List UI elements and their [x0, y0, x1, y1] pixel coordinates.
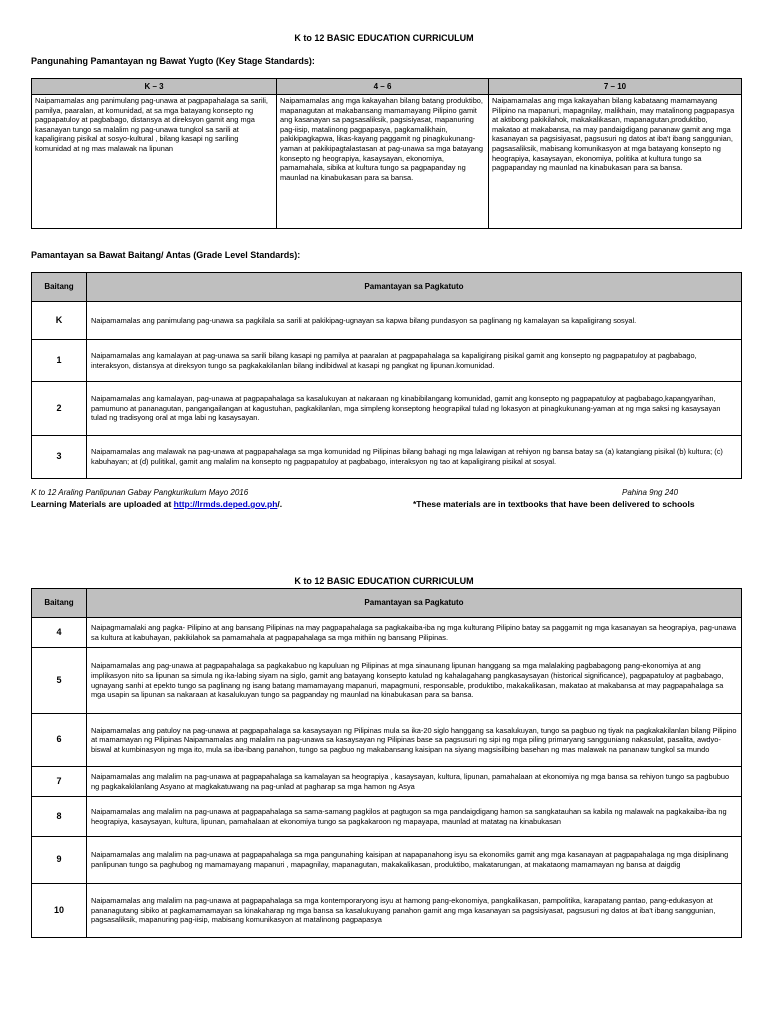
grade-label: 3: [32, 436, 87, 479]
lrmds-link[interactable]: http://lrmds.deped.gov.ph: [173, 499, 278, 509]
grade-label: 5: [32, 648, 87, 714]
table-row: [32, 436, 742, 479]
key-stage-header-7-10: 7 – 10: [489, 79, 742, 95]
grade-label: 4: [32, 618, 87, 648]
textbooks-note: *These materials are in textbooks that have been delivered to schools: [413, 499, 695, 509]
grade-level-heading: Pamantayan sa Bawat Baitang/ Antas (Grade Level Standards):: [31, 250, 301, 260]
key-stage-header-4-6: 4 – 6: [277, 79, 489, 95]
key-stage-cell-4-6: Naipamamalas ang mga kakayahan bilang batang produktibo, mapanagutan at makabansang mamamayang Pilipino gamit ang kasanayan sa pagsasaliksik, pagsisiyasat, mapanuring pag-iisip, matalinong pagpapasya, pagkamalikhain, pakikipagkapwa, likas-kayang paggamit ng pinagkukunang-yaman at pakikipagtalastasan at pag-unawa sa mga batayang konsepto ng heograpiya, kasaysayan, ekonomiya, pamamahala, sibika at kultura tungo sa pagpapanday ng maunlad na kinabukasan para sa bansa.: [277, 95, 489, 229]
grade-level-table-2: [31, 588, 742, 938]
grade-label: 7: [32, 767, 87, 797]
grade-label: K: [32, 302, 87, 340]
table-row: [32, 797, 742, 837]
header-baitang: Baitang: [32, 589, 87, 618]
grade-table-header-row: [32, 273, 742, 302]
header-baitang: Baitang: [32, 273, 87, 302]
table-row: [32, 340, 742, 382]
grade-standard-text: Naipamamalas ang patuloy na pag-unawa at pagpapahalaga sa kasaysayan ng Pilipinas mula sa ika-20 siglo hanggang sa kasalukuyan, tungo sa pagbuo ng tiyak na pagkakakilanlan bilang Pilipino at mamamayan ng Pilipinas Naipamamalas ang malalim na pag-unawa sa kasaysayan ng Pilipinas base sa pagsusuri ng sipi ng mga piling primaryang sangguniang nakasulat, pasalita, awdyo-biswal at kumbinasyon ng mga ito, mula sa iba-ibang panahon, tungo sa pagbuo ng makabansang kaisipan na siyang magsisilbing basehan ng mas malawak na pananaw tungkol sa mundo: [87, 714, 742, 767]
table-row: [32, 648, 742, 714]
header-pamantayan: Pamantayan sa Pagkatuto: [87, 589, 742, 618]
grade-standard-text: Naipamamalas ang panimulang pag-unawa sa pagkilala sa sarili at pakikipag-ugnayan sa kapwa bilang pundasyon sa paglinang ng kamalayan sa kapaligirang sosyal.: [87, 302, 742, 340]
grade-standard-text: Naipamamalas ang kamalayan at pag-unawa sa sarili bilang kasapi ng pamilya at paaralan at pagpapahalaga sa kapaligirang pisikal gamit ang konsepto ng pagpapatuloy at pagbabago, interaksyon, distansya at direksyon tungo sa pagkakakilanlan bilang indibidwal at kasapi ng pangkat ng lipunan.komunidad.: [87, 340, 742, 382]
learning-materials-note: [31, 499, 282, 509]
table-row: [32, 767, 742, 797]
grade-standard-text: Naipamamalas ang malawak na pag-unawa at pagpapahalaga sa mga komunidad ng Pilipinas bilang bahagi ng mga lalawigan at rehiyon ng bansa batay sa (a) katangiang pisikal (b) kultura; (c) kabuhayan; at (d) pulitikal, gamit ang malalim na konsepto ng pagpapatuloy at pagbabago, interaksyon ng tao at kapaligirang pisikal at sosyal.: [87, 436, 742, 479]
table-row: [32, 618, 742, 648]
table-row: [32, 302, 742, 340]
grade-label: 9: [32, 837, 87, 884]
key-stage-cell-7-10: Naipamamalas ang mga kakayahan bilang kabataang mamamayang Pilipino na mapanuri, mapagnilay, malikhain, may matalinong pagpapasya at aktibong pakikilahok, makakalikasan, mapanagutan,produktibo, makatao at makabansa, na may pandaigdigang pananaw gamit ang mga kasanayan sa pagsisiyasat, pagsusuri ng datos at iba't ibang sanggunian, pagsasaliksik, mabisang komunikasyon at mga batayang konsepto ng heograpiya, kasaysayan, ekonomiya, politika at kultura tungo sa pagpapanday ng maunlad na kinabukasan para sa bansa.: [489, 95, 742, 229]
table-row: [32, 837, 742, 884]
grade-label: 1: [32, 340, 87, 382]
table-row: [32, 714, 742, 767]
grade-label: 6: [32, 714, 87, 767]
key-stage-table: [31, 78, 742, 229]
learning-materials-label: Learning Materials are uploaded at: [31, 499, 172, 509]
table-row: [32, 884, 742, 938]
grade-standard-text: Naipamamalas ang malalim na pag-unawa at pagpapahalaga sa mga pangunahing kaisipan at napapanahong isyu sa ekonomiks gamit ang mga kasanayan at pagpapahalaga ng mga disiplinang panlipunan tungo sa paghubog ng mamamayang mapanuri , mapagnilay, mapanagutan, makakalikasan, produktibo, makatarungan, at makataong mamamayan ng bansa at daigdig: [87, 837, 742, 884]
document-title: K to 12 BASIC EDUCATION CURRICULUM: [294, 33, 474, 43]
grade-standard-text: Naipagmamalaki ang pagka- Pilipino at ang bansang Pilipinas na may pagpapahalaga sa pagkakaiba-iba ng mga kulturang Pilipino batay sa paggamit ng mga kasanayan sa heograpiya, pag-unawa sa kultura at kabuhayan, pakikilahok sa pamamahala at pagpapahalaga sa mga mithiin ng bansang Pilipinas.: [87, 618, 742, 648]
header-pamantayan: Pamantayan sa Pagkatuto: [87, 273, 742, 302]
grade-standard-text: Naipamamalas ang pag-unawa at pagpapahalaga sa pagkakabuo ng kapuluan ng Pilipinas at mga sinaunang lipunan hanggang sa mga malalaking pagbabagong pang-ekonomiya at ang implikasyon nito sa lipunan sa simula ng ika-labing siyam na siglo, gamit ang batayang konsepto katulad ng kahalagahang pangkasaysayan (historical significance), pagpapatuloy at pagbabago, ugnayang sanhi at epekto tungo sa paglinang ng isang batang mamamayang mapanuri, mapagmuni, responsable, produktibo, makakalikasan, makatao at makabansa at may pagpapahalaga sa mga usapin sa lipunan sa nakaraan at kasalukuyan tungo sa pagpanday ng maunlad na kinabukasan para sa bansa.: [87, 648, 742, 714]
grade-standard-text: Naipamamalas ang malalim na pag-unawa at pagpapahalaga sa kamalayan sa heograpiya , kasaysayan, kultura, lipunan, pamahalaan at ekonomiya ng mga bansa sa rehiyon tungo sa pagbubuo ng pagkakakilanlang Asyano at magkakatuwang na pag-unlad at pagharap sa mga hamon ng Asya: [87, 767, 742, 797]
table-row: [32, 382, 742, 436]
key-stage-header-row: [32, 79, 742, 95]
grade-level-table-1: [31, 272, 742, 479]
grade-table-header-row: [32, 589, 742, 618]
footer-source: K to 12 Araling Panlipunan Gabay Pangkurikulum Mayo 2016: [31, 488, 249, 497]
key-stage-cell-k3: Naipamamalas ang panimulang pag-unawa at pagpapahalaga sa sarili, pamilya, paaralan, at komunidad, at sa mga batayang konsepto ng pagpapatuloy at pagbabago, distansya at direksyon gamit ang mga kasanayan tungo sa malalim ng pag-unawa tungkol sa sarili at kapaligirang pisikal at sosyo-kultural , bilang kasapi ng sariling komunidad at ng mas malawak na lipunan: [32, 95, 277, 229]
key-stage-heading: Pangunahing Pamantayan ng Bawat Yugto (Key Stage Standards):: [31, 56, 315, 66]
page-number: Pahina 9ng 240: [622, 488, 679, 497]
document-title-page-2: K to 12 BASIC EDUCATION CURRICULUM: [294, 576, 474, 586]
grade-standard-text: Naipamamalas ang malalim na pag-unawa at pagpapahalaga sa mga kontemporaryong isyu at hamong pang-ekonomiya, pangkalikasan, pampolitika, karapatang pantao, pang-edukasyon at pananagutang sibiko at pagkamamamayan sa kinakaharap ng mga bansa sa kasalukuyang panahon gamit ang mga kasanayan sa pagsisiyasat, pagsusuri ng datos at iba't ibang sanggunian, pagsasaliksik, mapanuring pag-iisip, mabisang komunikasyon at matalinong pagpapasya: [87, 884, 742, 938]
learning-materials-suffix: /.: [277, 499, 283, 509]
key-stage-header-k3: K – 3: [32, 79, 277, 95]
grade-standard-text: Naipamamalas ang malalim na pag-unawa at pagpapahalaga sa sama-samang pagkilos at pagtugon sa mga pandaigdigang hamon sa sangkatauhan sa kabila ng malawak na pagkakaiba-iba ng heograpiya, kasaysayan, kultura, lipunan, pamahalaan at ekonomiya tungo sa pagkakaroon ng mapayapa, maunlad at matatag na kinabukasan: [87, 797, 742, 837]
grade-label: 8: [32, 797, 87, 837]
grade-label: 2: [32, 382, 87, 436]
grade-label: 10: [32, 884, 87, 938]
key-stage-row: [32, 95, 742, 229]
grade-standard-text: Naipamamalas ang kamalayan, pag-unawa at pagpapahalaga sa kasalukuyan at nakaraan ng kinabibilangang komunidad, gamit ang konsepto ng pagpapatuloy at pagbabago,kapangyarihan, pamumuno at pananagutan, pangangailangan at kagustuhan, pagkakilanlan, mga simpleng konseptong heograpikal tulad ng lokasyon at pinagkukunang-yaman at ng mga saksi ng kasaysayan tulad ng tradisyong oral at mga labi ng kasaysayan.: [87, 382, 742, 436]
